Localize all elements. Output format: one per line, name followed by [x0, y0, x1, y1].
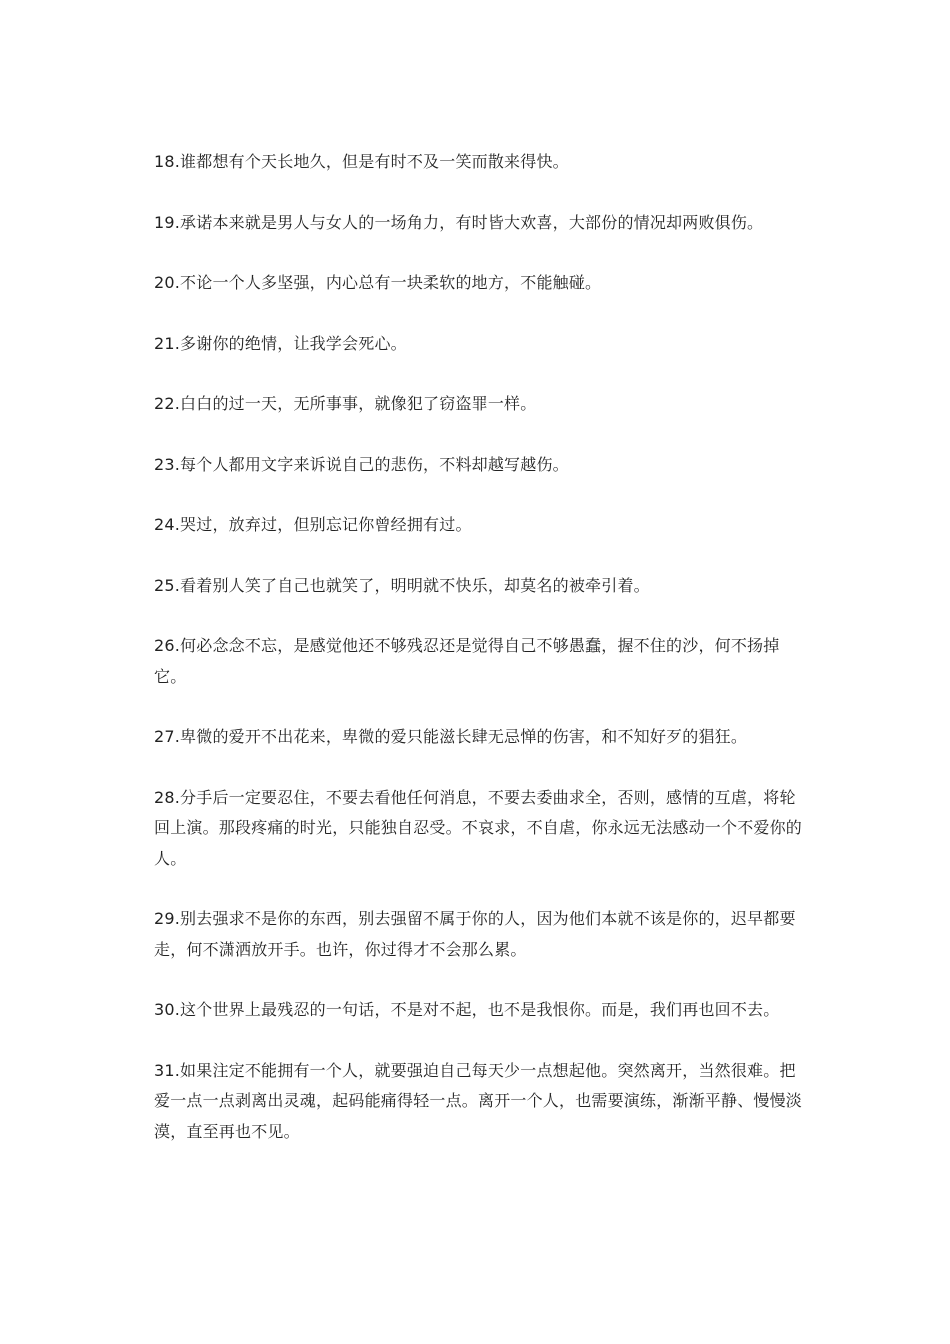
document-body: [154, 147, 802, 1177]
quote-paragraph: 26.何必念念不忘，是感觉他还不够残忍还是觉得自己不够愚蠢，握不住的沙，何不扬掉它。: [154, 636, 780, 686]
quote-paragraph: 30.这个世界上最残忍的一句话，不是对不起，也不是我恨你。而是，我们再也回不去。: [154, 1000, 780, 1019]
quote-paragraph: 31.如果注定不能拥有一个人，就要强迫自己每天少一点想起他。突然离开，当然很难。把爱一点一点剥离出灵魂，起码能痛得轻一点。离开一个人，也需要演练，渐渐平静、慢慢淡漠，直至再也不见。: [154, 1060, 803, 1141]
quote-paragraph: 27.卑微的爱开不出花来，卑微的爱只能滋长肆无忌惮的伤害，和不知好歹的猖狂。: [154, 727, 748, 746]
quote-paragraph: 22.白白的过一天，无所事事，就像犯了窃盗罪一样。: [154, 394, 537, 413]
quote-paragraph: 21.多谢你的绝情，让我学会死心。: [154, 333, 407, 353]
quote-paragraph: 29.别去强求不是你的东西，别去强留不属于你的人，因为他们本就不该是你的，迟早都要走，何不潇洒放开手。也许，你过得才不会那么累。: [154, 909, 796, 959]
quote-paragraph: 23.每个人都用文字来诉说自己的悲伤，不料却越写越伤。: [154, 454, 569, 474]
quote-paragraph: 25.看着别人笑了自己也就笑了，明明就不快乐，却莫名的被牵引着。: [154, 575, 650, 595]
quote-paragraph: 24.哭过，放弃过，但别忘记你曾经拥有过。: [154, 515, 472, 534]
quote-paragraph: 28.分手后一定要忍住，不要去看他任何消息，不要去委曲求全，否则，感情的互虐，将轮回上演。那段疼痛的时光，只能独自忍受。不哀求，不自虐，你永远无法感动一个不爱你的人。: [154, 787, 803, 868]
quote-paragraph: 18.谁都想有个天长地久，但是有时不及一笑而散来得快。: [154, 152, 569, 171]
quote-paragraph: 20.不论一个人多坚强，内心总有一块柔软的地方，不能触碰。: [154, 273, 602, 292]
quote-paragraph: 19.承诺本来就是男人与女人的一场角力，有时皆大欢喜，大部份的情况却两败俱伤。: [154, 212, 764, 232]
